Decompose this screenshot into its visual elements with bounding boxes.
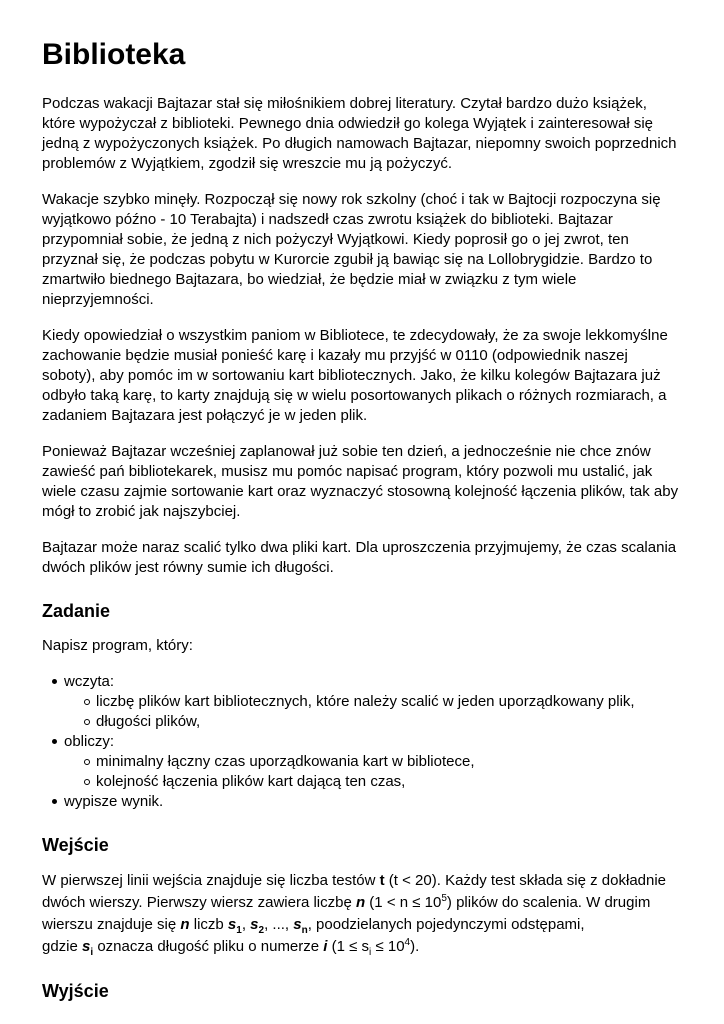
input-text: (1 < n ≤ 10: [365, 894, 442, 911]
intro-paragraph-4: Ponieważ Bajtazar wcześniej zaplanował już sobie ten dzień, a jednocześnie nie chce znów zawieść pań bibliotekarek, musisz mu pomóc napisać program, który pozwoli mu ustalić, jak wiele czasu zajmie sortowanie kart oraz wyznaczyć stosowną kolejność łączenia plików, tak aby mógł to zrobić jak najszybciej.: [42, 443, 679, 520]
list-item-label: wypisze wynik.: [64, 793, 164, 810]
intro-paragraph-2: Wakacje szybko minęły. Rozpoczął się nowy rok szkolny (choć i tak w Bajtocji rozpoczyna się wyjątkowo późno - 10 Terabajta) i nadszedł czas zwrotu książek do biblioteki. Bajtazar przypomniał sobie, że jedną z nich pożyczył Wyjątkowi. Kiedy poprosił go o jej zwrot, ten przyznał się, że podczas pobytu w Kurorcie zgubił ją bawiąc się na Lollobrygidzie. Bardzo to zmartwiło biednego Bajtazara, bo wiedział, że będzie miał w związku z tym wiele nieprzyjemności.: [42, 191, 661, 308]
task-lead: Napisz program, który:: [42, 637, 193, 654]
list-item-label: wczyta:: [64, 673, 115, 690]
task-heading: Zadanie: [42, 601, 111, 621]
intro-paragraph-5: Bajtazar może naraz scalić tylko dwa pliki kart. Dla uproszczenia przyjmujemy, że czas scalania dwóch plików jest równy sumie ich długości.: [42, 539, 677, 576]
var-n: n: [355, 894, 366, 911]
var-s: s: [227, 916, 237, 933]
list-item-label: obliczy:: [64, 733, 115, 750]
var-n: n: [180, 916, 190, 933]
var-s: s: [250, 916, 259, 933]
subscript: 2: [258, 925, 265, 936]
var-s: s: [293, 916, 302, 933]
subscript: i: [90, 947, 94, 958]
input-text: , poodzielanych pojedynczymi odstępami,: [307, 916, 585, 933]
var-t: t: [379, 872, 385, 889]
list-subitem: długości plików,: [96, 712, 682, 732]
input-text: (1 ≤ s: [327, 938, 370, 955]
input-text: ) plików do scalenia. W drugim wierszu znajduje się: [42, 894, 651, 933]
input-text: liczb: [189, 916, 228, 933]
var-i: i: [323, 938, 328, 955]
list-item: [64, 672, 682, 732]
subscript: n: [301, 925, 308, 936]
input-text: W pierwszej linii wejścia znajduje się liczba testów: [42, 872, 380, 889]
list-item: [64, 732, 682, 792]
input-text: oznacza długość pliku o numerze: [93, 938, 324, 955]
input-heading: Wejście: [42, 835, 109, 855]
list-subitem: liczbę plików kart bibliotecznych, które należy scalić w jeden uporządkowany plik,: [96, 692, 682, 712]
var-s: s: [82, 938, 91, 955]
subscript: i: [369, 947, 372, 958]
input-text: ,: [241, 916, 251, 933]
input-text: gdzie: [42, 938, 83, 955]
input-text: , ...,: [264, 916, 294, 933]
input-text: ).: [410, 938, 420, 955]
input-text: ≤ 10: [371, 938, 405, 955]
intro-paragraph-1: Podczas wakacji Bajtazar stał się miłośnikiem dobrej literatury. Czytał bardzo dużo książek, które wypożyczał z biblioteki. Pewnego dnia odwiedził go kolega Wyjątek i zainteresował się jedną z wypożyczonych książek. Po długich namowach Bajtazar, niepomny swoich poprzednich problemów z Wyjątkiem, zgodził się wreszcie mu ją pożyczyć.: [42, 95, 677, 172]
page-title: Biblioteka: [42, 38, 186, 71]
exponent: 5: [441, 893, 447, 904]
task-list: [42, 672, 682, 812]
exponent: 4: [404, 937, 411, 948]
output-heading: Wyjście: [42, 981, 109, 1001]
list-subitem: kolejność łączenia plików kart dającą ten czas,: [96, 772, 682, 792]
list-item: [64, 792, 682, 812]
intro-paragraph-3: Kiedy opowiedział o wszystkim paniom w Bibliotece, te zdecydowały, że za swoje lekkomyślne zachowanie będzie musiał ponieść karę i kazały mu przyjść w 0110 (odpowiednik naszej soboty), aby pomóc im w sortowaniu kart bibliotecznych. Jako, że kilku kolegów Bajtazara już odbyło taką karę, to karty znajdują się w wielu posortowanych plikach o różnych rozmiarach, a zadaniem Bajtazara jest połączyć je w jeden plik.: [42, 327, 668, 424]
list-subitem: minimalny łączny czas uporządkowania kart w bibliotece,: [96, 752, 682, 772]
input-text: (t < 20). Każdy test składa się z dokładnie dwóch wierszy. Pierwszy wiersz zawiera liczbę: [42, 872, 667, 911]
input-description: [42, 870, 682, 958]
subscript: 1: [236, 925, 242, 936]
